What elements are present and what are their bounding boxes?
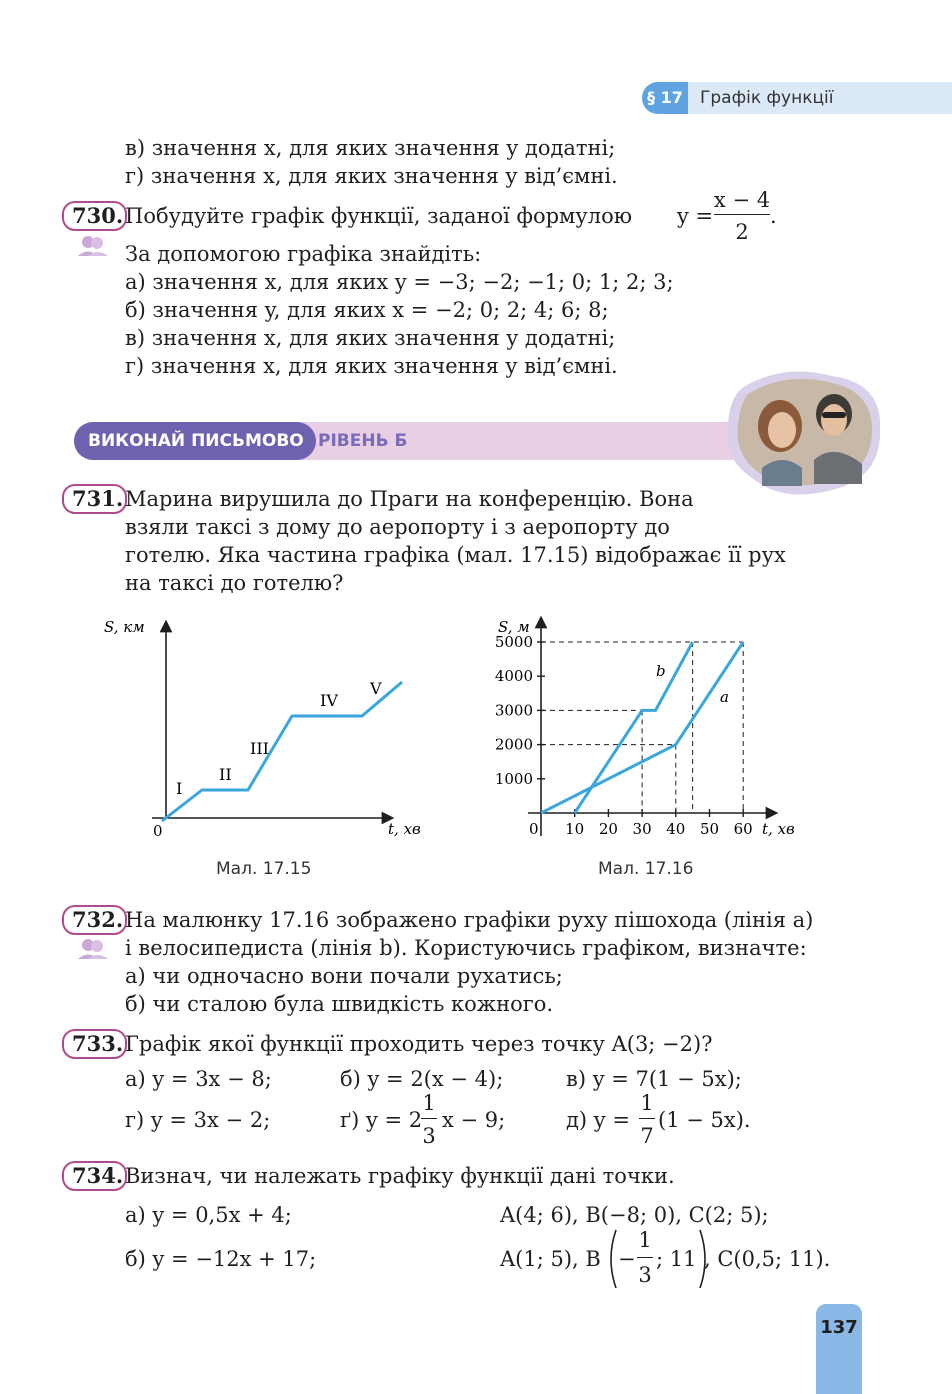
fig2-ytick-label-3000: 3000 — [494, 701, 533, 720]
fig2-label-a: a — [720, 688, 729, 706]
fig2-origin: 0 — [529, 820, 539, 838]
ex731-line2: взяли таксі з дому до аеропорту і з аеропорту до — [125, 515, 670, 539]
ex733-d-post: (1 − 5x). — [658, 1108, 751, 1132]
ex733-v: в) y = 7(1 − 5x); — [566, 1067, 742, 1091]
fig1-segment-I: I — [176, 779, 183, 798]
ex734-b-minus: − — [618, 1247, 636, 1271]
ex730-frac-bar — [714, 214, 770, 215]
figure-17-15 — [96, 612, 436, 842]
fig2-xtick-label-20: 20 — [598, 820, 618, 838]
ex733-d-bar — [639, 1118, 655, 1119]
ex732-line2: і велосипедиста (лінія b). Користуючись графіком, визначте: — [125, 936, 807, 960]
ex733-d-pre: д) y = — [566, 1108, 630, 1132]
prev-item-g: г) значення x, для яких значення y від’ємні. — [125, 164, 618, 188]
fig1-segment-III: III — [250, 739, 269, 758]
ex731-line3: готелю. Яка частина графіка (мал. 17.15) відображає її рух — [125, 543, 786, 567]
fig2-xtick-label-60: 60 — [733, 820, 753, 838]
ex733-g2-num: 1 — [422, 1091, 436, 1115]
ex733-d-den: 7 — [640, 1124, 654, 1148]
page-number: 137 — [816, 1304, 862, 1394]
ex734-b-points-end: , C(0,5; 11). — [704, 1247, 831, 1271]
fig1-ylabel: S, км — [104, 618, 145, 636]
exercise-number-731: 731. — [62, 484, 127, 514]
ex733-a: а) y = 3x − 8; — [125, 1067, 272, 1091]
prev-item-v: в) значення x, для яких значення y додатні; — [125, 136, 616, 160]
ex731-line4: на таксі до готелю? — [125, 571, 344, 595]
fig1-segment-IV: IV — [320, 691, 338, 710]
fig2-ytick-label-2000: 2000 — [494, 735, 533, 754]
ex732-item-b: б) чи сталою була швидкість кожного. — [125, 992, 554, 1016]
ex730-frac-num: x − 4 — [713, 188, 771, 212]
ex733-g2-den: 3 — [422, 1124, 436, 1148]
exercise-number-732: 732. — [62, 905, 127, 935]
fig2-series-b — [575, 642, 693, 813]
section-number: § 17 — [642, 82, 688, 114]
ex734-a-function: а) y = 0,5x + 4; — [125, 1203, 292, 1227]
fig2-caption: Мал. 17.16 — [598, 859, 694, 879]
ex734-b-points-start: A(1; 5), B — [500, 1247, 601, 1271]
fig2-xtick-label-30: 30 — [632, 820, 652, 838]
ex730-formula-end: . — [770, 204, 777, 228]
ex733-g2-post: x − 9; — [442, 1108, 506, 1132]
fig2-xtick-label-10: 10 — [565, 820, 585, 838]
banner-written-task: ВИКОНАЙ ПИСЬМОВО — [74, 422, 316, 460]
fig2-xtick-label-50: 50 — [699, 820, 720, 838]
fig2-ylabel: S, м — [498, 618, 530, 636]
ex730-item-v: в) значення x, для яких значення y додатні; — [125, 326, 616, 350]
figure-17-16 — [488, 612, 818, 842]
ex734-b-bar — [637, 1257, 653, 1258]
ex733-text: Графік якої функції проходить через точку A(3; −2)? — [125, 1032, 713, 1056]
ex732-item-a: а) чи одночасно вони почали рухатись; — [125, 964, 563, 988]
ex730-intro: За допомогою графіка знайдіть: — [125, 242, 482, 266]
ex733-g2-pre: ґ) y = 2 — [340, 1108, 423, 1132]
ex733-d-num: 1 — [640, 1091, 654, 1115]
ex733-g: г) y = 3x − 2; — [125, 1108, 271, 1132]
fig2-ytick-label-4000: 4000 — [494, 667, 533, 686]
ex732-line1: На малюнку 17.16 зображено графіки руху пішохода (лінія a) — [125, 908, 814, 932]
fig2-ytick-label-5000: 5000 — [494, 633, 533, 651]
ex730-formula-lhs: y = — [677, 204, 714, 228]
fig1-motion-line — [162, 682, 402, 821]
fig1-segment-II: II — [219, 765, 232, 784]
section-title: Графік функції — [700, 88, 834, 108]
ex730-text: Побудуйте графік функції, заданої формулою — [125, 204, 633, 228]
banner-level: РІВЕНЬ Б — [318, 431, 408, 451]
pair-work-icon — [76, 234, 110, 258]
ex730-item-b: б) значення y, для яких x = −2; 0; 2; 4; 6; 8; — [125, 298, 609, 322]
ex730-frac-den: 2 — [735, 220, 749, 244]
ex734-b-function: б) y = −12x + 17; — [125, 1247, 317, 1271]
fig1-xlabel: t, хв — [388, 820, 421, 838]
fig2-xtick-label-40: 40 — [666, 820, 686, 838]
ex734-b-after: ; 11 — [656, 1247, 697, 1271]
fig1-origin: 0 — [153, 822, 163, 840]
fig1-segment-V: V — [370, 679, 382, 698]
students-photo — [722, 368, 884, 498]
exercise-number-730: 730. — [62, 201, 127, 231]
exercise-number-734: 734. — [62, 1161, 127, 1191]
ex734-b-den: 3 — [638, 1263, 652, 1287]
ex733-g2-bar — [421, 1118, 437, 1119]
fig2-ytick-label-1000: 1000 — [494, 769, 533, 788]
exercise-number-733: 733. — [62, 1029, 127, 1059]
ex730-item-a: а) значення x, для яких y = −3; −2; −1; 0; 1; 2; 3; — [125, 270, 674, 294]
ex734-a-points: A(4; 6), B(−8; 0), C(2; 5); — [500, 1203, 769, 1227]
fig1-caption: Мал. 17.15 — [216, 859, 312, 879]
ex733-b: б) y = 2(x − 4); — [340, 1067, 504, 1091]
fig2-label-b: b — [656, 662, 666, 680]
ex730-item-g: г) значення x, для яких значення y від’ємні. — [125, 354, 618, 378]
ex734-text: Визнач, чи належать графіку функції дані точки. — [125, 1164, 675, 1188]
pair-work-icon-2 — [76, 937, 110, 961]
ex731-line1: Марина вирушила до Праги на конференцію. Вона — [125, 487, 694, 511]
ex734-b-num: 1 — [638, 1228, 652, 1252]
fig2-xlabel: t, хв — [762, 820, 795, 838]
